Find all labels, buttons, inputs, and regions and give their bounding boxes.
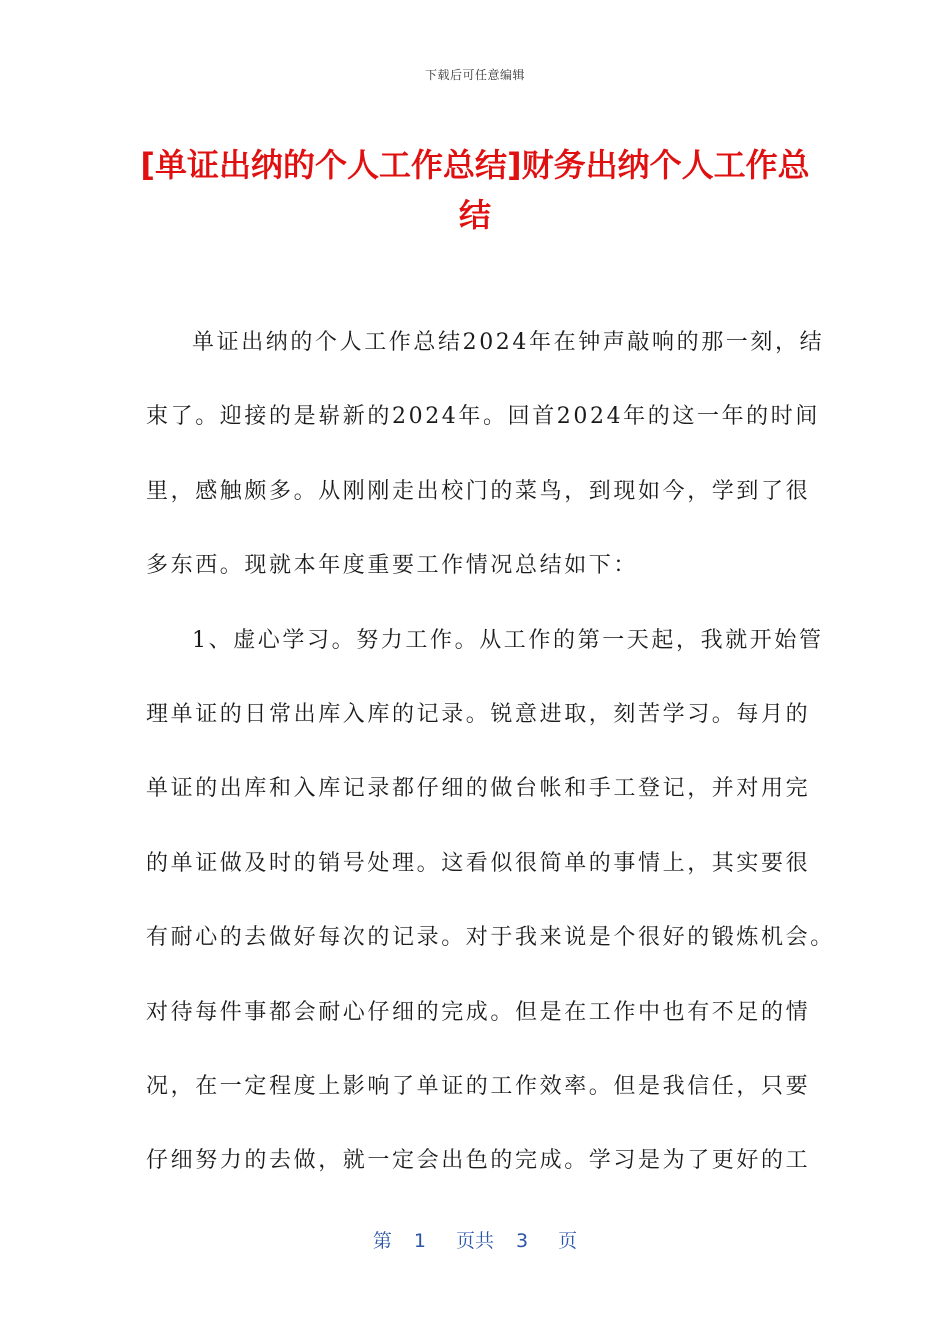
paragraph-line: 的单证做及时的销号处理。这看似很简单的事情上，其实要很 <box>146 850 811 876</box>
page-label-mid: 页共 <box>455 1230 494 1252</box>
document-body <box>146 318 835 1211</box>
paragraph-line: 多东西。现就本年度重要工作情况总结如下： <box>146 553 639 579</box>
paragraph-line: 单证出纳的个人工作总结2024年在钟声敲响的那一刻，结 <box>192 330 825 355</box>
paragraph-line: 束了。迎接的是崭新的2024年。回首2024年的这一年的时间 <box>146 404 820 430</box>
paragraph-line: 仔细努力的去做，就一定会出色的完成。学习是为了更好的工 <box>146 1148 811 1174</box>
document-title: [单证出纳的个人工作总结]财务出纳个人工作总结 <box>140 146 810 234</box>
paragraph-line: 况，在一定程度上影响了单证的工作效率。但是我信任，只要 <box>146 1073 811 1099</box>
current-page-number: 1 <box>413 1230 426 1252</box>
paragraph-line: 里，感触颇多。从刚刚走出校门的菜鸟，到现如今，学到了很 <box>146 478 811 504</box>
paragraph-line: 1、虚心学习。努力工作。从工作的第一天起，我就开始管 <box>192 627 824 653</box>
paragraph-line: 理单证的日常出库入库的记录。锐意进取，刻苦学习。每月的 <box>146 701 811 727</box>
paragraph-line: 对待每件事都会耐心仔细的完成。但是在工作中也有不足的情 <box>146 999 811 1025</box>
total-pages-number: 3 <box>516 1230 529 1252</box>
paragraph-line: 单证的出库和入库记录都仔细的做台帐和手工登记，并对用完 <box>146 776 811 802</box>
page-label-suffix: 页 <box>558 1230 578 1252</box>
paragraph-line: 有耐心的去做好每次的记录。对于我来说是个很好的锻炼机会。 <box>146 925 835 951</box>
page-label-prefix: 第 <box>372 1230 392 1252</box>
header-note: 下载后可任意编辑 <box>424 68 525 82</box>
page-footer <box>0 1226 950 1253</box>
